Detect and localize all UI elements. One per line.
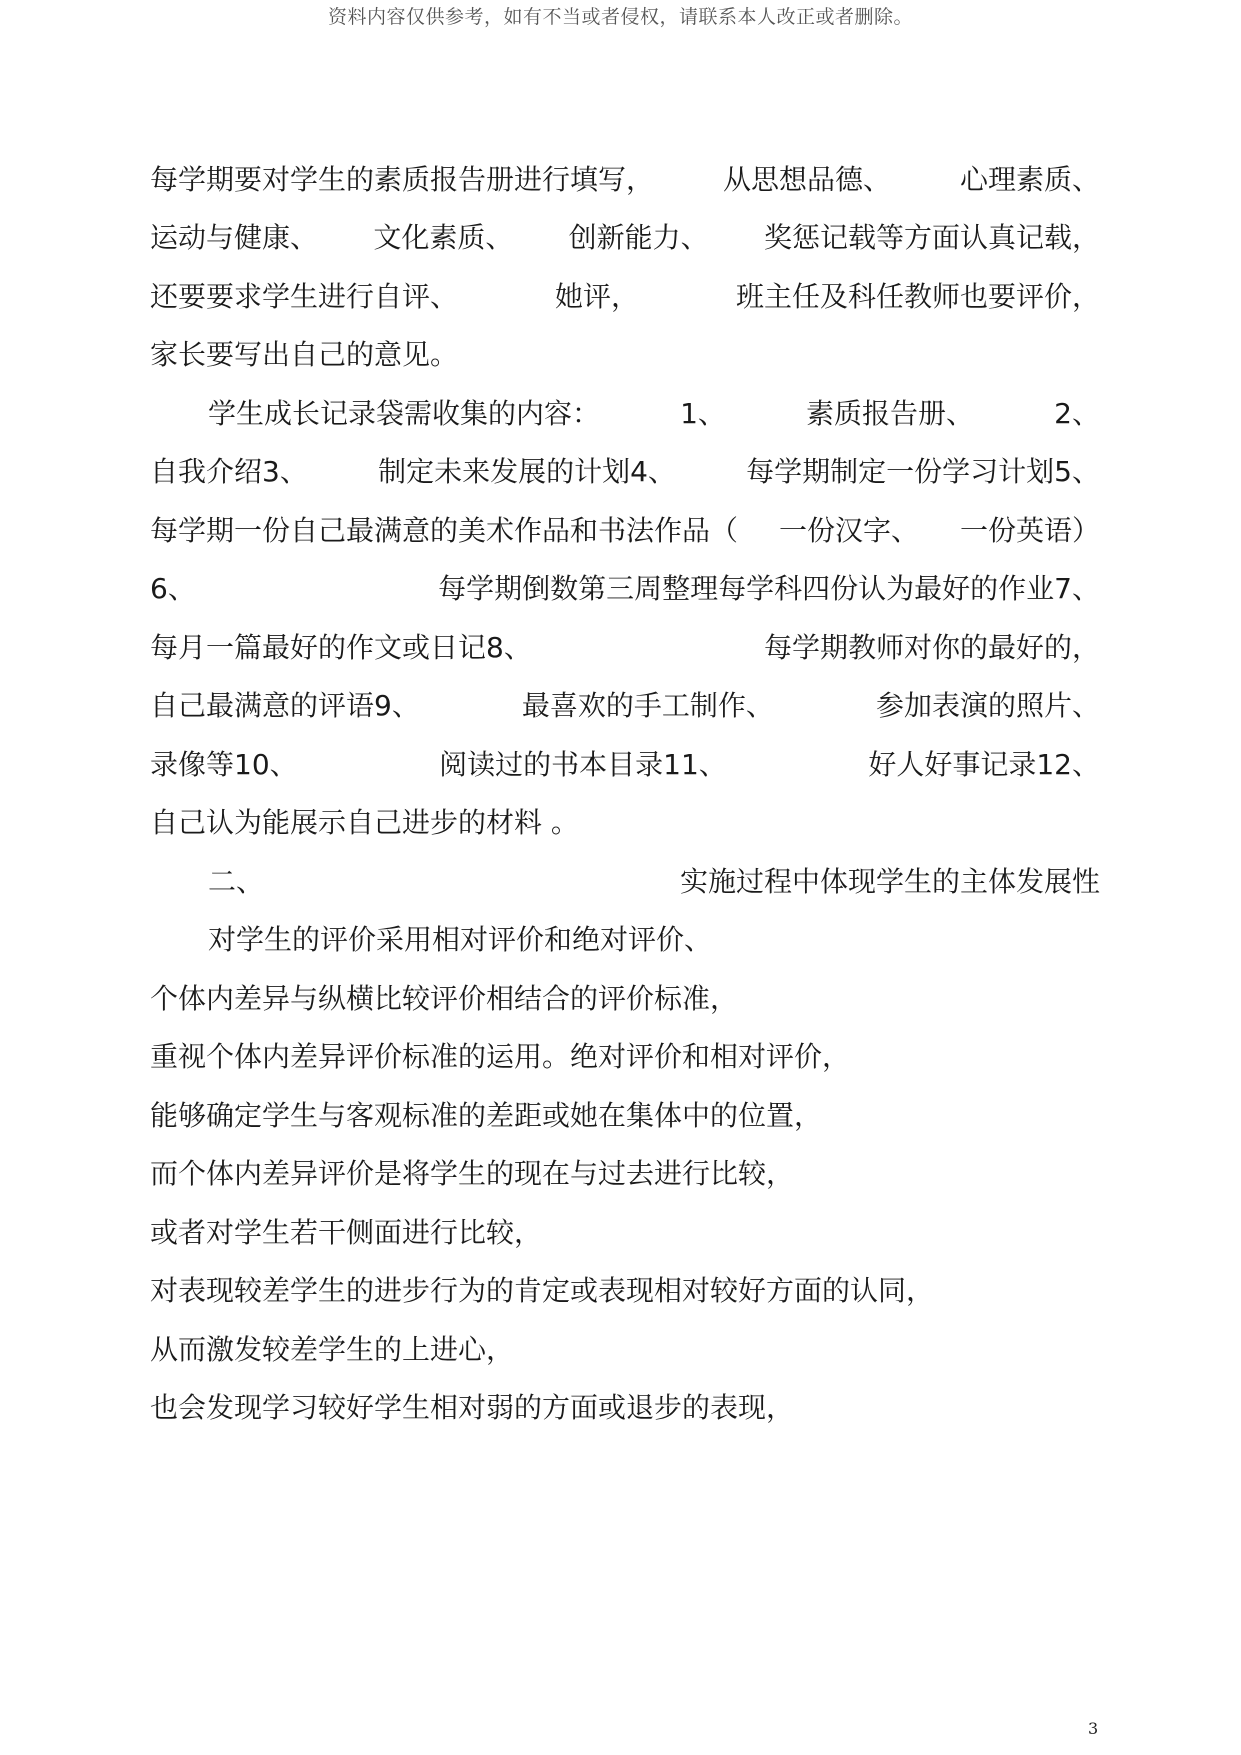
body-line: 家长要写出自己的意见。 — [150, 338, 459, 371]
body-line: 而个体内差异评价是将学生的现在与过去进行比较， — [150, 1157, 795, 1190]
body-line: 能够确定学生与客观标准的差距或她在集体中的位置， — [150, 1099, 823, 1132]
text-segment: 好人好事记录12、 — [868, 748, 1100, 781]
section-heading — [208, 862, 1100, 902]
text-segment: 奖惩记载等方面认真记载， — [763, 221, 1100, 254]
text-segment: 班主任及科任教师也要评价， — [735, 280, 1100, 313]
body-line: 或者对学生若干侧面进行比较， — [150, 1216, 543, 1249]
text-segment: 阅读过的书本目录11、 — [439, 748, 727, 781]
body-line — [150, 218, 1100, 258]
text-segment: 制定未来发展的计划4、 — [378, 455, 676, 488]
body-line — [150, 511, 1100, 551]
text-segment: 每学期倒数第三周整理每学科四份认为最好的作业7、 — [438, 572, 1100, 605]
text-segment: 文化素质、 — [373, 221, 514, 254]
body-line — [150, 277, 1100, 317]
text-segment: 自己最满意的评语9、 — [150, 689, 420, 722]
body-line — [208, 394, 1100, 434]
text-segment: 素质报告册、 — [806, 397, 975, 430]
text-segment: 一份汉字、 — [778, 514, 919, 547]
text-segment: 每学期要对学生的素质报告册进行填写， — [150, 163, 655, 196]
text-segment: 每月一篇最好的作文或日记8、 — [150, 631, 532, 664]
text-segment: 每学期教师对你的最好的， — [763, 631, 1100, 664]
body-line: 对表现较差学生的进步行为的肯定或表现相对较好方面的认同， — [150, 1274, 935, 1307]
body-line — [150, 452, 1100, 492]
body-line: 也会发现学习较好学生相对弱的方面或退步的表现， — [150, 1391, 795, 1424]
body-line — [150, 745, 1100, 785]
text-segment: 2、 — [1054, 397, 1100, 430]
body-line — [150, 686, 1100, 726]
text-segment: 还要要求学生进行自评、 — [150, 280, 459, 313]
text-segment: 每学期一份自己最满意的美术作品和书法作品（ — [150, 514, 739, 547]
text-segment: 自我介绍3、 — [150, 455, 308, 488]
body-line: 从而激发较差学生的上进心， — [150, 1333, 515, 1366]
text-segment: 最喜欢的手工制作、 — [521, 689, 774, 722]
body-line: 对学生的评价采用相对评价和绝对评价、 — [208, 923, 713, 956]
body-line — [150, 160, 1100, 200]
text-segment: 她评， — [554, 280, 639, 313]
body-line — [150, 569, 1100, 609]
body-line: 个体内差异与纵横比较评价相结合的评价标准， — [150, 982, 739, 1015]
text-segment: 录像等10、 — [150, 748, 298, 781]
body-line: 自己认为能展示自己进步的材料 。 — [150, 806, 579, 839]
header-disclaimer: 资料内容仅供参考，如有不当或者侵权，请联系本人改正或者删除。 — [327, 6, 913, 28]
text-segment: 每学期制定一份学习计划5、 — [746, 455, 1100, 488]
text-segment: 一份英语） — [959, 514, 1100, 547]
text-segment: 6、 — [150, 572, 196, 605]
text-segment: 运动与健康、 — [150, 221, 319, 254]
text-segment: 心理素质、 — [959, 163, 1100, 196]
body-line — [150, 628, 1100, 668]
text-segment: 学生成长记录袋需收集的内容： — [208, 397, 601, 430]
page-number: 3 — [1088, 1719, 1099, 1738]
text-segment: 参加表演的照片、 — [875, 689, 1100, 722]
text-segment: 1、 — [680, 397, 726, 430]
section-number: 二、 — [208, 865, 265, 898]
section-title: 实施过程中体现学生的主体发展性 — [679, 865, 1100, 898]
body-line: 重视个体内差异评价标准的运用。绝对评价和相对评价， — [150, 1040, 851, 1073]
text-segment: 从思想品德、 — [722, 163, 891, 196]
text-segment: 创新能力、 — [568, 221, 709, 254]
